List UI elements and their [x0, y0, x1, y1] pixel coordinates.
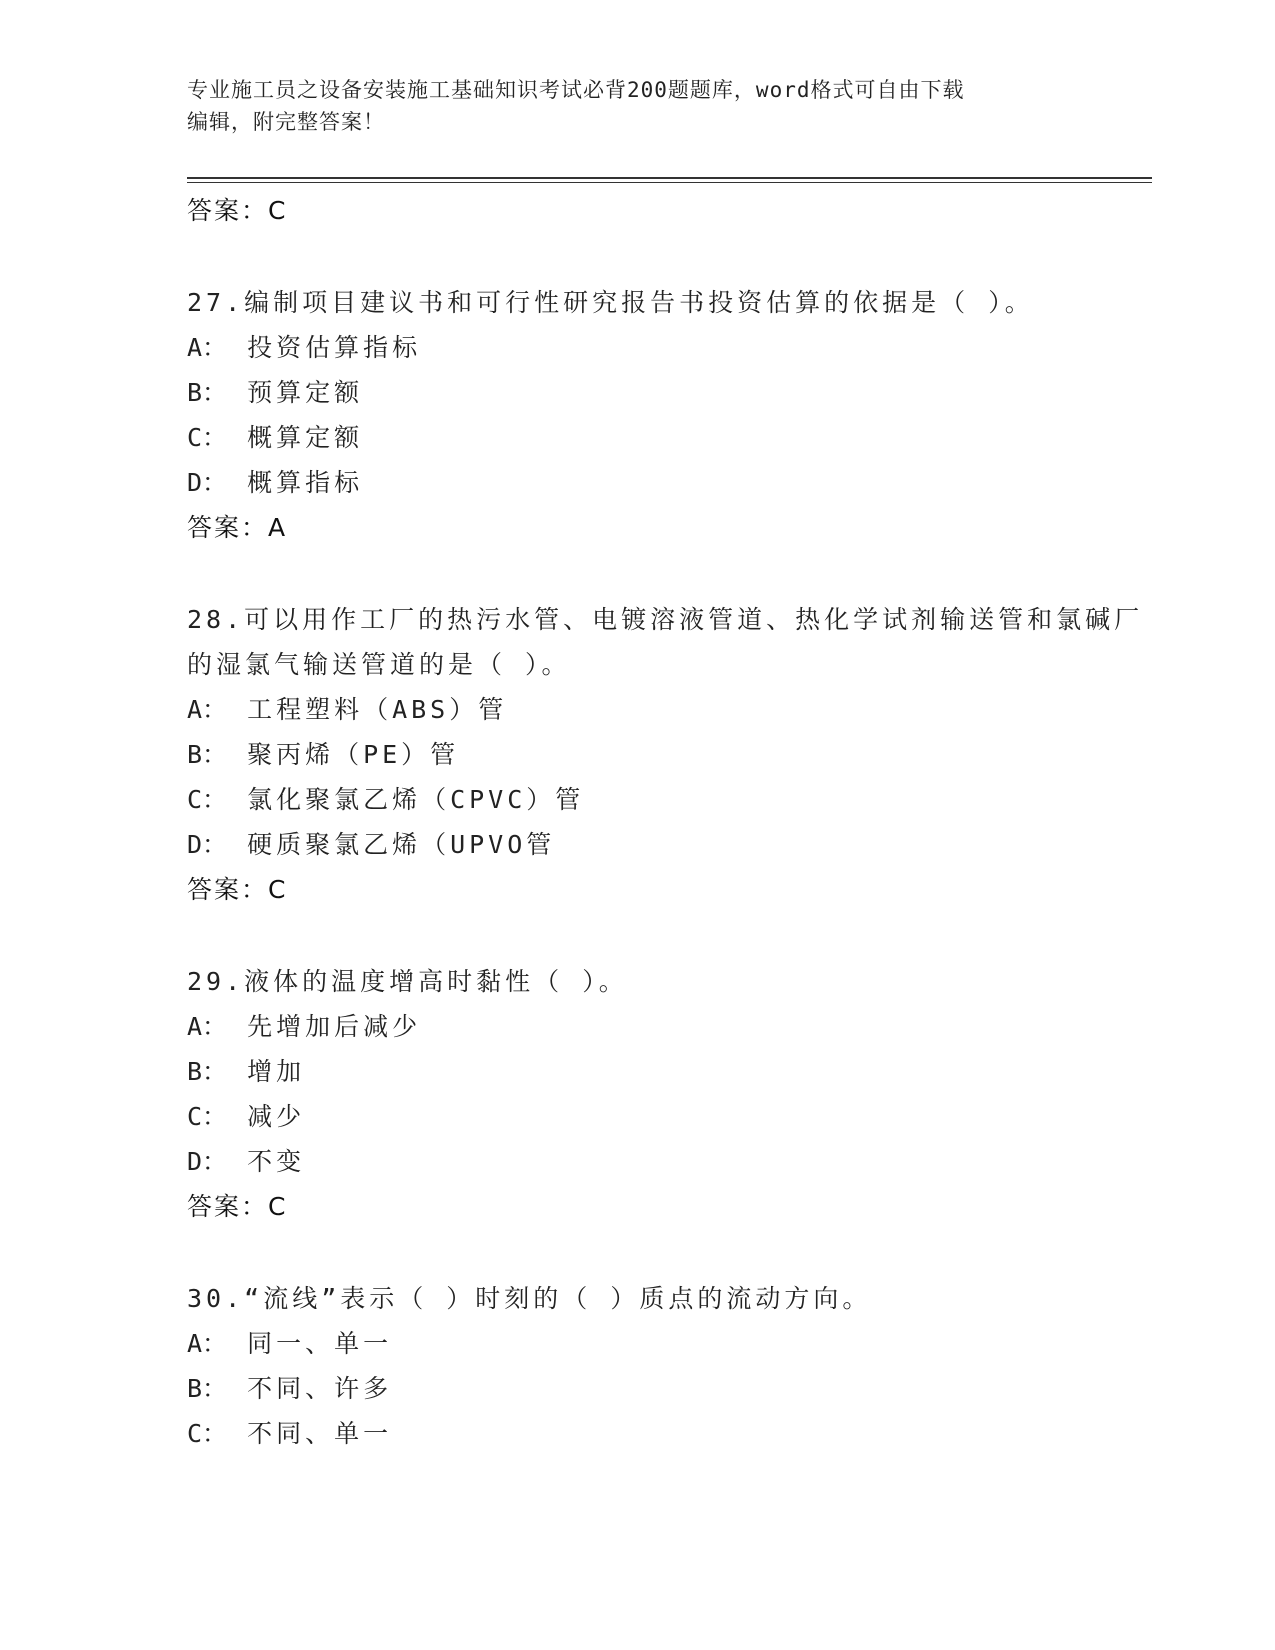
option-key: B：: [187, 378, 228, 407]
option-key: A：: [187, 1329, 228, 1358]
question-body: 液体的温度增高时黏性（ ）。: [244, 967, 628, 996]
option-b: [187, 1049, 1152, 1094]
option-key: B：: [187, 1374, 228, 1403]
answer-value: C: [268, 875, 286, 904]
header-title-line-2: 编辑，附完整答案！: [187, 110, 385, 134]
question-text: [187, 280, 1152, 325]
answer-line: [187, 1184, 1152, 1229]
header-title-line-1: 专业施工员之设备安装施工基础知识考试必背200题题库，word格式可自由下载: [187, 78, 965, 102]
option-a: [187, 1321, 1152, 1366]
option-c: [187, 415, 1152, 460]
option-b: [187, 732, 1152, 777]
option-text: 概算指标: [247, 468, 364, 497]
answer-value: C: [268, 1192, 286, 1221]
option-key: A：: [187, 1012, 228, 1041]
option-key: C：: [187, 1102, 228, 1131]
option-c: [187, 1094, 1152, 1139]
option-text: 先增加后减少: [247, 1012, 422, 1041]
option-key: B：: [187, 1057, 228, 1086]
question-number: 27.: [187, 288, 245, 317]
answer-value: A: [268, 513, 286, 542]
document-header: [187, 74, 1067, 138]
option-b: [187, 1366, 1152, 1411]
option-d: [187, 1139, 1152, 1184]
option-key: A：: [187, 333, 228, 362]
option-d: [187, 460, 1152, 505]
option-key: C：: [187, 1419, 228, 1448]
question-body: 可以用作工厂的热污水管、电镀溶液管道、热化学试剂输送管和氯碱厂的湿氯气输送管道的是（ ）。: [187, 605, 1144, 679]
answer-line: [187, 867, 1152, 912]
option-key: A：: [187, 695, 228, 724]
option-text: 同一、单一: [247, 1329, 393, 1358]
question-text: [187, 1276, 1152, 1321]
spacer: [187, 912, 1152, 959]
answer-label: 答案：: [187, 1192, 269, 1221]
option-key: D：: [187, 830, 228, 859]
question-body: 编制项目建议书和可行性研究报告书投资估算的依据是（ ）。: [244, 288, 1034, 317]
question-number: 29.: [187, 967, 245, 996]
question-block: [187, 1276, 1152, 1456]
option-key: D：: [187, 468, 228, 497]
answer-label: 答案：: [187, 196, 269, 225]
option-text: 不同、单一: [247, 1419, 393, 1448]
option-a: [187, 687, 1152, 732]
spacer: [187, 233, 1152, 280]
question-list: [187, 188, 1152, 1456]
option-text: 投资估算指标: [247, 333, 422, 362]
question-text: [187, 959, 1152, 1004]
option-text: 减少: [247, 1102, 306, 1131]
question-block: [187, 597, 1152, 912]
option-c: [187, 1411, 1152, 1456]
option-text: 不同、许多: [247, 1374, 393, 1403]
header-divider-thick: [187, 177, 1152, 179]
option-key: D：: [187, 1147, 228, 1176]
option-text: 氯化聚氯乙烯（CPVC）管: [247, 785, 585, 814]
option-text: 硬质聚氯乙烯（UPVO管: [247, 830, 556, 859]
option-text: 工程塑料（ABS）管: [247, 695, 508, 724]
option-key: B：: [187, 740, 228, 769]
answer-value: C: [268, 196, 286, 225]
header-divider-thin: [187, 182, 1152, 183]
spacer: [187, 550, 1152, 597]
question-block: [187, 280, 1152, 550]
question-block: [187, 959, 1152, 1229]
option-key: C：: [187, 785, 228, 814]
question-text: [187, 597, 1152, 687]
spacer: [187, 1229, 1152, 1276]
question-number: 30.: [187, 1284, 245, 1313]
option-key: C：: [187, 423, 228, 452]
answer-line: [187, 505, 1152, 550]
answer-line: [187, 188, 1152, 233]
option-text: 概算定额: [247, 423, 364, 452]
option-a: [187, 325, 1152, 370]
option-c: [187, 777, 1152, 822]
question-body: “流线”表示（ ）时刻的（ ）质点的流动方向。: [244, 1284, 872, 1313]
option-a: [187, 1004, 1152, 1049]
option-text: 聚丙烯（PE）管: [247, 740, 460, 769]
answer-label: 答案：: [187, 875, 269, 904]
option-text: 预算定额: [247, 378, 364, 407]
option-text: 不变: [247, 1147, 306, 1176]
answer-label: 答案：: [187, 513, 269, 542]
option-d: [187, 822, 1152, 867]
option-b: [187, 370, 1152, 415]
option-text: 增加: [247, 1057, 306, 1086]
question-number: 28.: [187, 605, 245, 634]
